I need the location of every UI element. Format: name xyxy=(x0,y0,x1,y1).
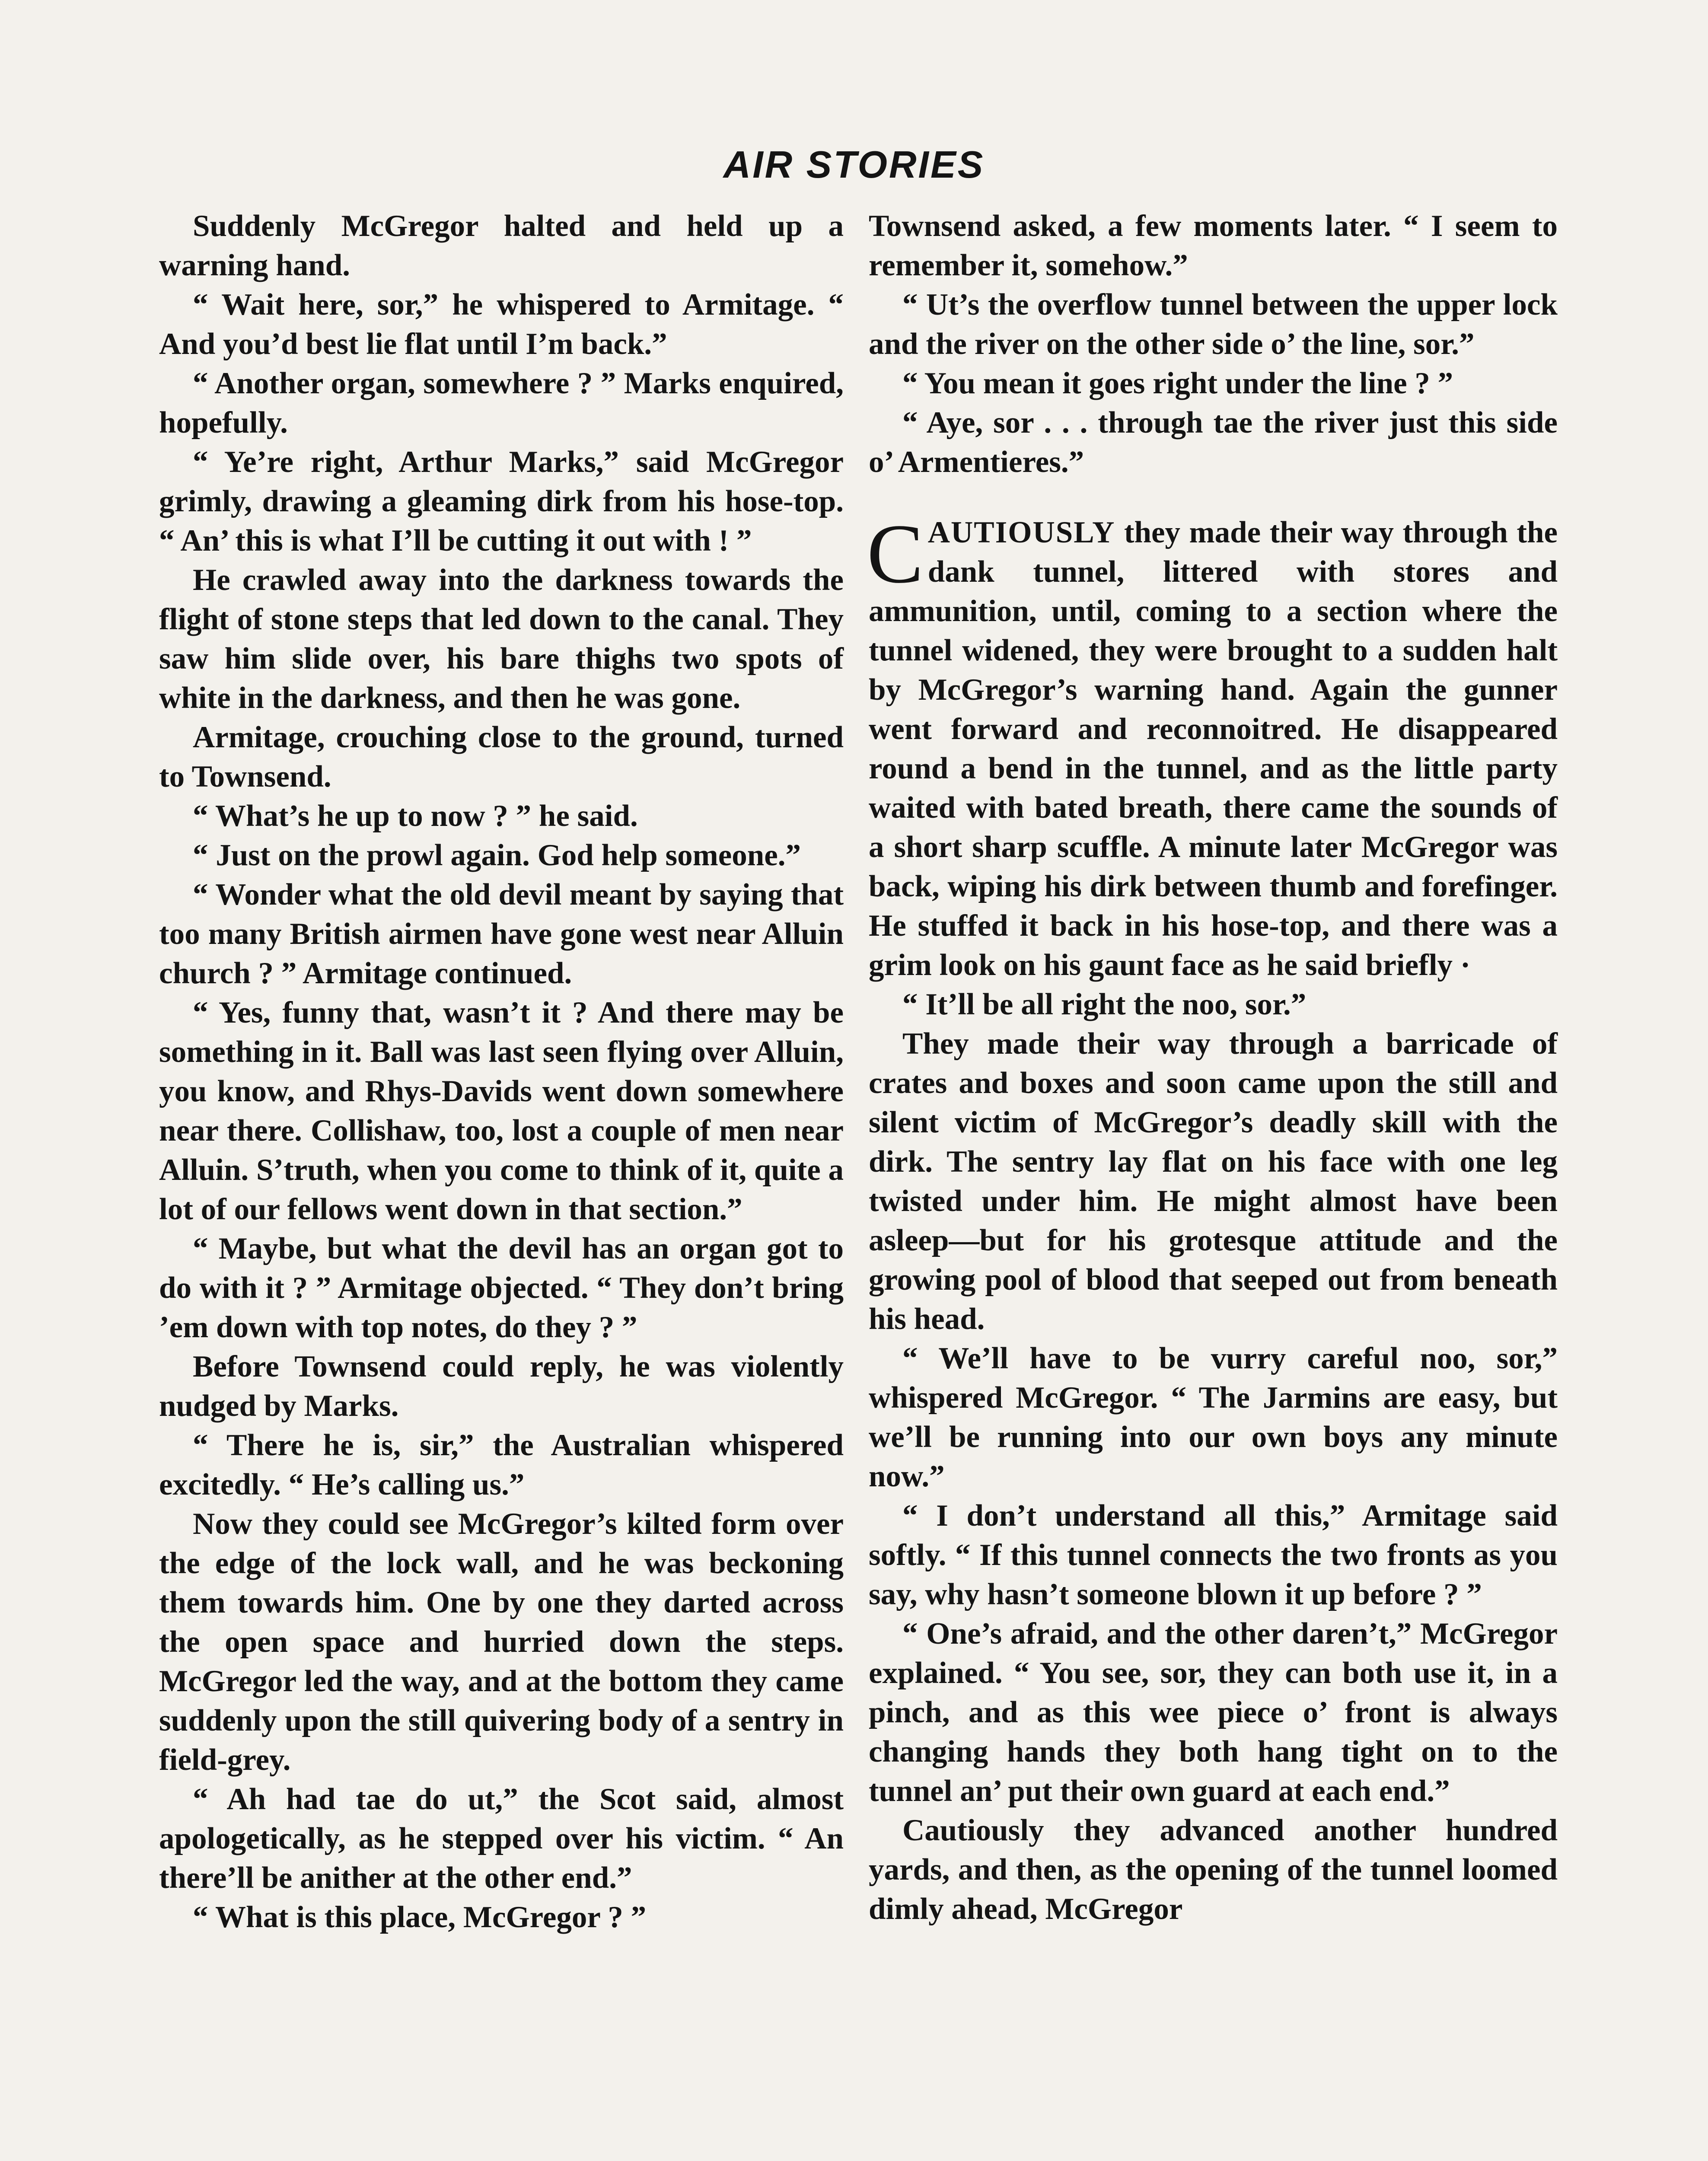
paragraph: “ We’ll have to be vurry careful noo, sor,” whispered McGregor. “ The Jarmins are easy, but we’ll be running into our own boys any minute now.” xyxy=(869,1342,1558,1493)
paragraph: “ Yes, funny that, wasn’t it ? And there may be something in it. Ball was last seen flying over Alluin, you know, and Rhys-Davids went down somewhere near there. Collishaw, too, lost a couple of men near Alluin. S’truth, when you come to think of it, quite a lot of our fellows went down in that section.” xyxy=(159,996,844,1226)
paragraph: Townsend asked, a few moments later. “ I seem to remember it, somehow.” xyxy=(869,209,1558,282)
paragraph: “ What’s he up to now ? ” he said. xyxy=(193,799,638,833)
paragraph: “ Ah had tae do ut,” the Scot said, almost apologetically, as he stepped over his victim. “ An there’ll be anither at the other end.” xyxy=(159,1782,844,1895)
right-column-bottom-paragraphs xyxy=(869,985,1558,1929)
paragraph: He crawled away into the darkness towards the flight of stone steps that led down to the canal. They saw him slide over, his bare thighs two spots of white in the darkness, and then he was gone. xyxy=(159,563,844,715)
running-header: AIR STORIES xyxy=(723,143,985,186)
paragraph: Suddenly McGregor halted and held up a warning hand. xyxy=(159,209,844,282)
paragraph: Cautiously they advanced another hundred yards, and then, as the opening of the tunnel loomed dimly ahead, McGregor xyxy=(869,1814,1558,1926)
left-text-column xyxy=(159,207,844,1937)
paragraph: “ Aye, sor . . . through tae the river just this side o’ Armentieres.” xyxy=(869,406,1558,479)
paragraph: Before Townsend could reply, he was violently nudged by Marks. xyxy=(159,1350,844,1423)
paragraph: Now they could see McGregor’s kilted form over the edge of the lock wall, and he was beckoning them towards him. One by one they darted across the open space and hurried down the steps. McGregor led the way, and at the bottom they came suddenly upon the still quivering body of a sentry in field-grey. xyxy=(159,1507,844,1777)
paragraph: “ You mean it goes right under the line ? ” xyxy=(902,367,1453,400)
paragraph: “ Wait here, sor,” he whispered to Armitage. “ And you’d best lie flat until I’m back.” xyxy=(159,288,844,361)
section-paragraph xyxy=(867,507,1558,985)
paragraph: “ Ut’s the overflow tunnel between the upper lock and the river on the other side o’ the line, sor.” xyxy=(869,288,1558,361)
right-text-column xyxy=(869,207,1558,1929)
paragraph: “ Maybe, but what the devil has an organ got to do with it ? ” Armitage objected. “ They don’t bring ’em down with top notes, do they ? ” xyxy=(159,1232,844,1344)
paragraph: “ It’ll be all right the noo, sor.” xyxy=(902,988,1306,1021)
section-paragraph-text: they made their way through the dank tunnel, littered with stores and ammunition, until, coming to a section where the tunnel widened, they were brought to a sudden halt by McGregor’s warning hand. Again the gunner went forward and reconnoitred. He disappeared round a bend in the tunnel, and as the little party waited with bated breath, there came the sounds of a short sharp scuffle. A minute later McGregor was back, wiping his dirk between thumb and forefinger. He stuffed it back in his hose-top, and there was a grim look on his gaunt face as he said briefly · xyxy=(869,516,1558,982)
paragraph: “ There he is, sir,” the Australian whispered excitedly. “ He’s calling us.” xyxy=(159,1428,844,1501)
paragraph: “ Another organ, somewhere ? ” Marks enquired, hopefully. xyxy=(159,367,844,440)
paragraph: They made their way through a barricade of crates and boxes and soon came upon the still and silent victim of McGregor’s deadly skill with the dirk. The sentry lay flat on his face with one leg twisted under him. He might almost have been asleep—but for his grotesque attitude and the growing pool of blood that seeped out from beneath his head. xyxy=(869,1027,1558,1336)
section-lead-word: AUTIOUSLY xyxy=(927,516,1115,549)
paragraph: “ Wonder what the old devil meant by saying that too many British airmen have gone west near Alluin church ? ” Armitage continued. xyxy=(159,878,844,990)
paragraph: “ I don’t understand all this,” Armitage said softly. “ If this tunnel connects the two fronts as you say, why hasn’t someone blown it up before ? ” xyxy=(869,1499,1558,1611)
right-column-top-paragraphs xyxy=(869,207,1558,482)
paragraph: “ Ye’re right, Arthur Marks,” said McGregor grimly, drawing a gleaming dirk from his hose-top. “ An’ this is what I’ll be cutting it out with ! ” xyxy=(159,445,844,558)
paragraph: “ What is this place, McGregor ? ” xyxy=(193,1900,647,1934)
paragraph: Armitage, crouching close to the ground, turned to Townsend. xyxy=(159,720,844,794)
paragraph: “ One’s afraid, and the other daren’t,” McGregor explained. “ You see, sor, they can both use it, in a pinch, and as this wee piece o’ front is always changing hands they both hang tight on to the tunnel an’ put their own guard at each end.” xyxy=(869,1617,1558,1808)
paragraph: “ Just on the prowl again. God help someone.” xyxy=(193,838,801,872)
drop-cap-letter: C xyxy=(867,507,924,601)
